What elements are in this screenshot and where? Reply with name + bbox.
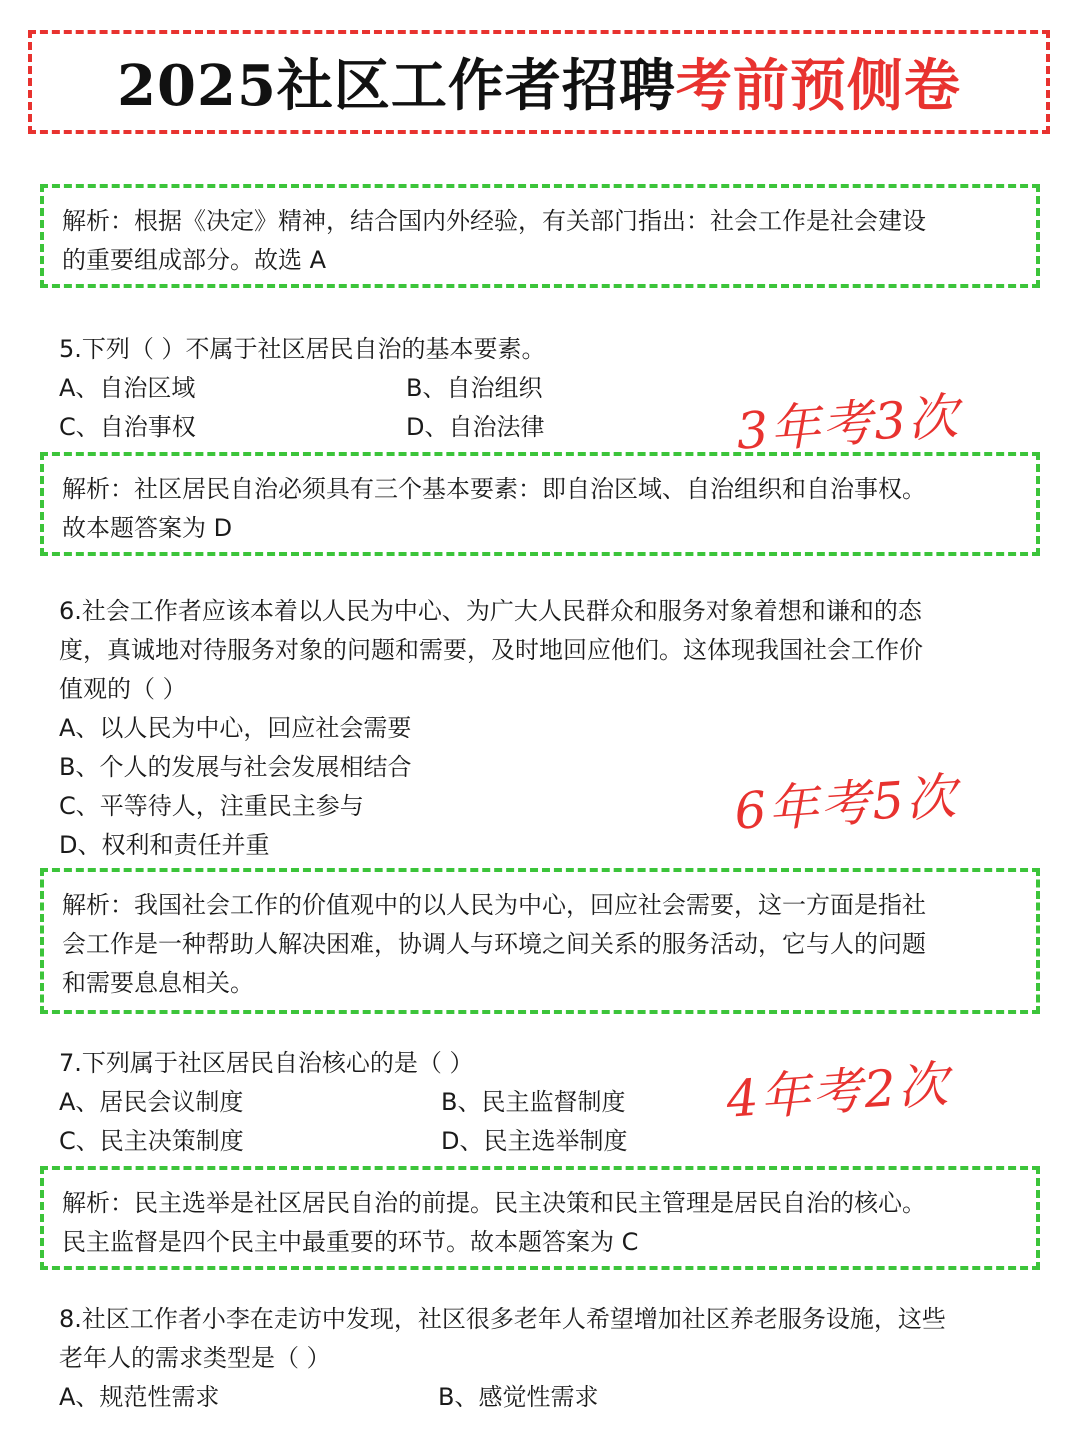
option-a: A、以人民为中心，回应社会需要 xyxy=(59,714,412,742)
analysis-line: 解析：社区居民自治必须具有三个基本要素：即自治区域、自治组织和自治事权。 xyxy=(62,475,926,503)
question-stem: 8.社区工作者小李在走访中发现，社区很多老年人希望增加社区养老服务设施，这些 xyxy=(59,1305,946,1333)
analysis-box-q6 xyxy=(40,868,1040,1014)
option-a: A、自治区域 xyxy=(59,374,196,402)
option-b: B、个人的发展与社会发展相结合 xyxy=(59,753,412,781)
analysis-line: 民主监督是四个民主中最重要的环节。故本题答案为 C xyxy=(62,1228,639,1256)
option-b: B、感觉性需求 xyxy=(438,1383,599,1411)
question-stem: 7.下列属于社区居民自治核心的是（ ） xyxy=(59,1049,474,1077)
option-a: A、居民会议制度 xyxy=(59,1088,244,1116)
option-b: B、民主监督制度 xyxy=(441,1088,626,1116)
question-8 xyxy=(59,1300,1049,1417)
option-a: A、规范性需求 xyxy=(59,1383,220,1411)
question-stem: 6.社会工作者应该本着以人民为中心、为广大人民群众和服务对象着想和谦和的态 xyxy=(59,597,922,625)
analysis-line: 和需要息息相关。 xyxy=(62,969,254,997)
handwritten-note-q5: 3年考3次 xyxy=(734,387,962,461)
analysis-line: 故本题答案为 D xyxy=(62,514,233,542)
analysis-line: 解析：我国社会工作的价值观中的以人民为中心，回应社会需要，这一方面是指社 xyxy=(62,891,926,919)
analysis-line: 解析：根据《决定》精神，结合国内外经验，有关部门指出：社会工作是社会建设 xyxy=(62,207,926,235)
question-stem: 度，真诚地对待服务对象的问题和需要，及时地回应他们。这体现我国社会工作价 xyxy=(59,636,923,664)
options-row xyxy=(59,1122,1049,1161)
analysis-line: 解析：民主选举是社区居民自治的前提。民主决策和民主管理是居民自治的核心。 xyxy=(62,1189,926,1217)
question-stem: 5.下列（ ）不属于社区居民自治的基本要素。 xyxy=(59,335,546,363)
question-stem: 老年人的需求类型是（ ） xyxy=(59,1344,331,1372)
title-frame xyxy=(28,30,1050,134)
option-c: C、自治事权 xyxy=(59,413,196,441)
analysis-box-q7 xyxy=(40,1166,1040,1270)
analysis-box-q5 xyxy=(40,452,1040,556)
option-d: D、民主选举制度 xyxy=(441,1127,628,1155)
option-c: C、民主决策制度 xyxy=(59,1127,244,1155)
option-d: D、自治法律 xyxy=(406,413,545,441)
title-main: 2025社区工作者招聘 xyxy=(117,53,676,119)
option-d: D、权利和责任并重 xyxy=(59,831,270,859)
analysis-box-q4 xyxy=(40,184,1040,288)
option-b: B、自治组织 xyxy=(406,374,543,402)
page-title xyxy=(117,42,961,122)
options-row xyxy=(59,1378,1049,1417)
analysis-line: 会工作是一种帮助人解决困难，协调人与环境之间关系的服务活动，它与人的问题 xyxy=(62,930,926,958)
question-stem: 值观的（ ） xyxy=(59,675,187,703)
handwritten-note-q7: 4年考2次 xyxy=(724,1055,952,1129)
title-highlight: 考前预侧卷 xyxy=(675,53,961,119)
option-c: C、平等待人，注重民主参与 xyxy=(59,792,364,820)
handwritten-note-q6: 6年考5次 xyxy=(732,767,960,841)
analysis-line: 的重要组成部分。故选 A xyxy=(62,246,327,274)
